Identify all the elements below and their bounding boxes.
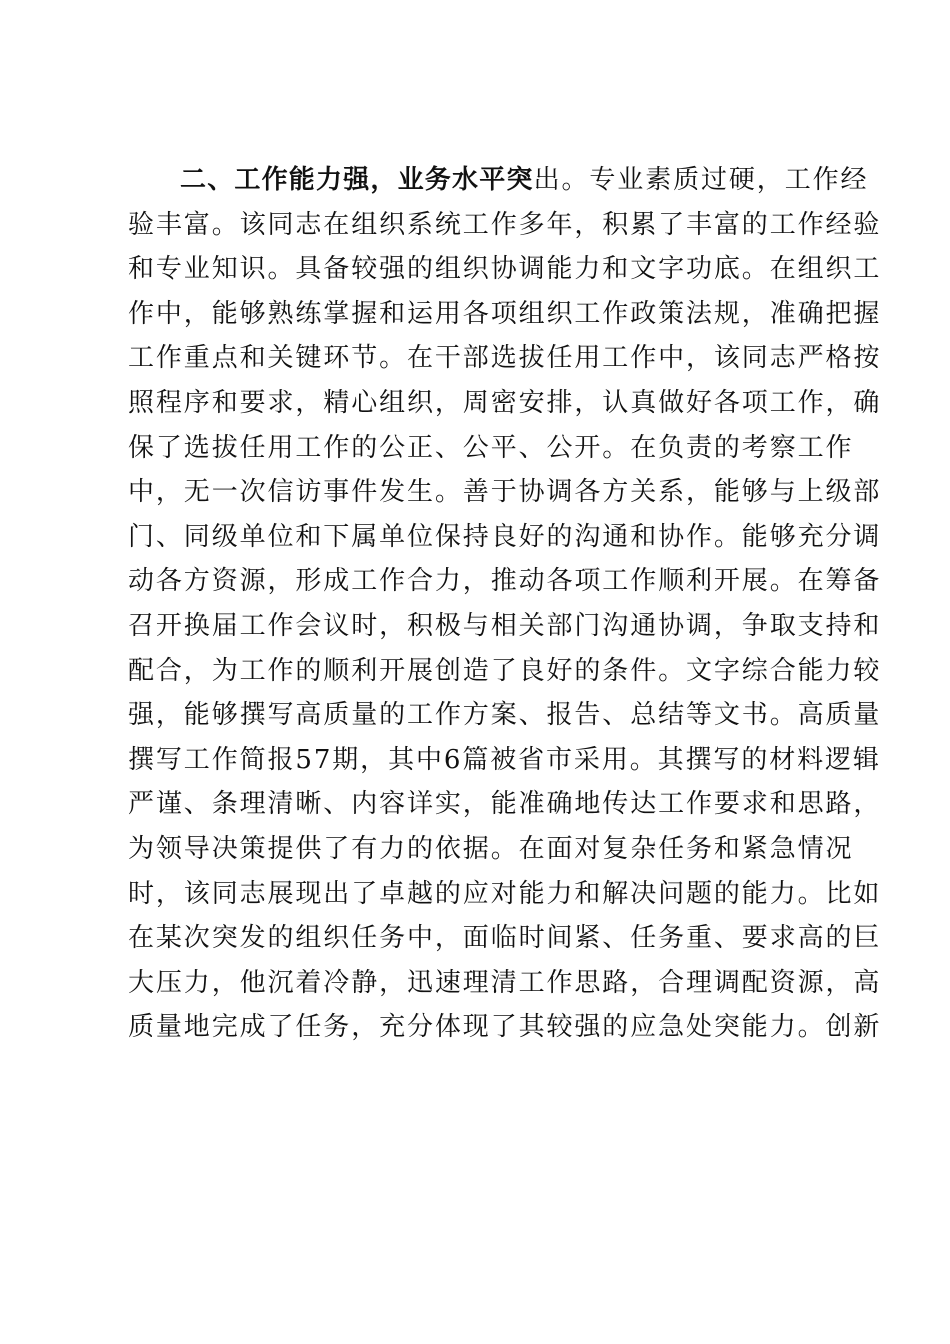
text-line: 工作重点和关键环节。在干部选拔任用工作中，该同志严格按 xyxy=(128,343,882,374)
text-line: 照程序和要求，精心组织，周密安排，认真做好各项工作，确 xyxy=(128,387,882,418)
text-line: 和专业知识。具备较强的组织协调能力和文字功底。在组织工 xyxy=(128,254,882,285)
text-line: 严谨、条理清晰、内容详实，能准确地传达工作要求和思路， xyxy=(128,789,882,820)
text-line: 质量地完成了任务，充分体现了其较强的应急处突能力。创新 xyxy=(128,1012,882,1043)
text-line: 召开换届工作会议时，积极与相关部门沟通协调，争取支持和 xyxy=(128,610,882,641)
text-line: 出。专业素质过硬，工作经 xyxy=(533,165,869,195)
text-line: 门、同级单位和下属单位保持良好的沟通和协作。能够充分调 xyxy=(128,521,882,552)
text-line: 动各方资源，形成工作合力，推动各项工作顺利开展。在筹备 xyxy=(128,566,882,597)
text-line: 中，无一次信访事件发生。善于协调各方关系，能够与上级部 xyxy=(128,477,882,508)
paragraph-first-line xyxy=(128,158,869,203)
text-line: 时，该同志展现出了卓越的应对能力和解决问题的能力。比如 xyxy=(128,878,882,909)
text-line: 保了选拔任用工作的公正、公平、公开。在负责的考察工作 xyxy=(128,432,854,463)
text-line: 大压力，他沉着冷静，迅速理清工作思路，合理调配资源，高 xyxy=(128,967,882,998)
text-line: 配合，为工作的顺利开展创造了良好的条件。文字综合能力较 xyxy=(128,655,882,686)
text-line: 撰写工作简报57期，其中6篇被省市采用。其撰写的材料逻辑 xyxy=(128,744,881,775)
text-line: 作中，能够熟练掌握和运用各项组织工作政策法规，准确把握 xyxy=(128,298,882,329)
text-line: 强，能够撰写高质量的工作方案、报告、总结等文书。高质量 xyxy=(128,700,882,731)
section-heading: 二、工作能力强，业务水平突 xyxy=(180,165,534,195)
text-line: 为领导决策提供了有力的依据。在面对复杂任务和紧急情况 xyxy=(128,833,854,864)
text-line: 验丰富。该同志在组织系统工作多年，积累了丰富的工作经验 xyxy=(128,209,882,240)
body-paragraph xyxy=(128,158,882,1050)
text-line: 在某次突发的组织任务中，面临时间紧、任务重、要求高的巨 xyxy=(128,923,882,954)
